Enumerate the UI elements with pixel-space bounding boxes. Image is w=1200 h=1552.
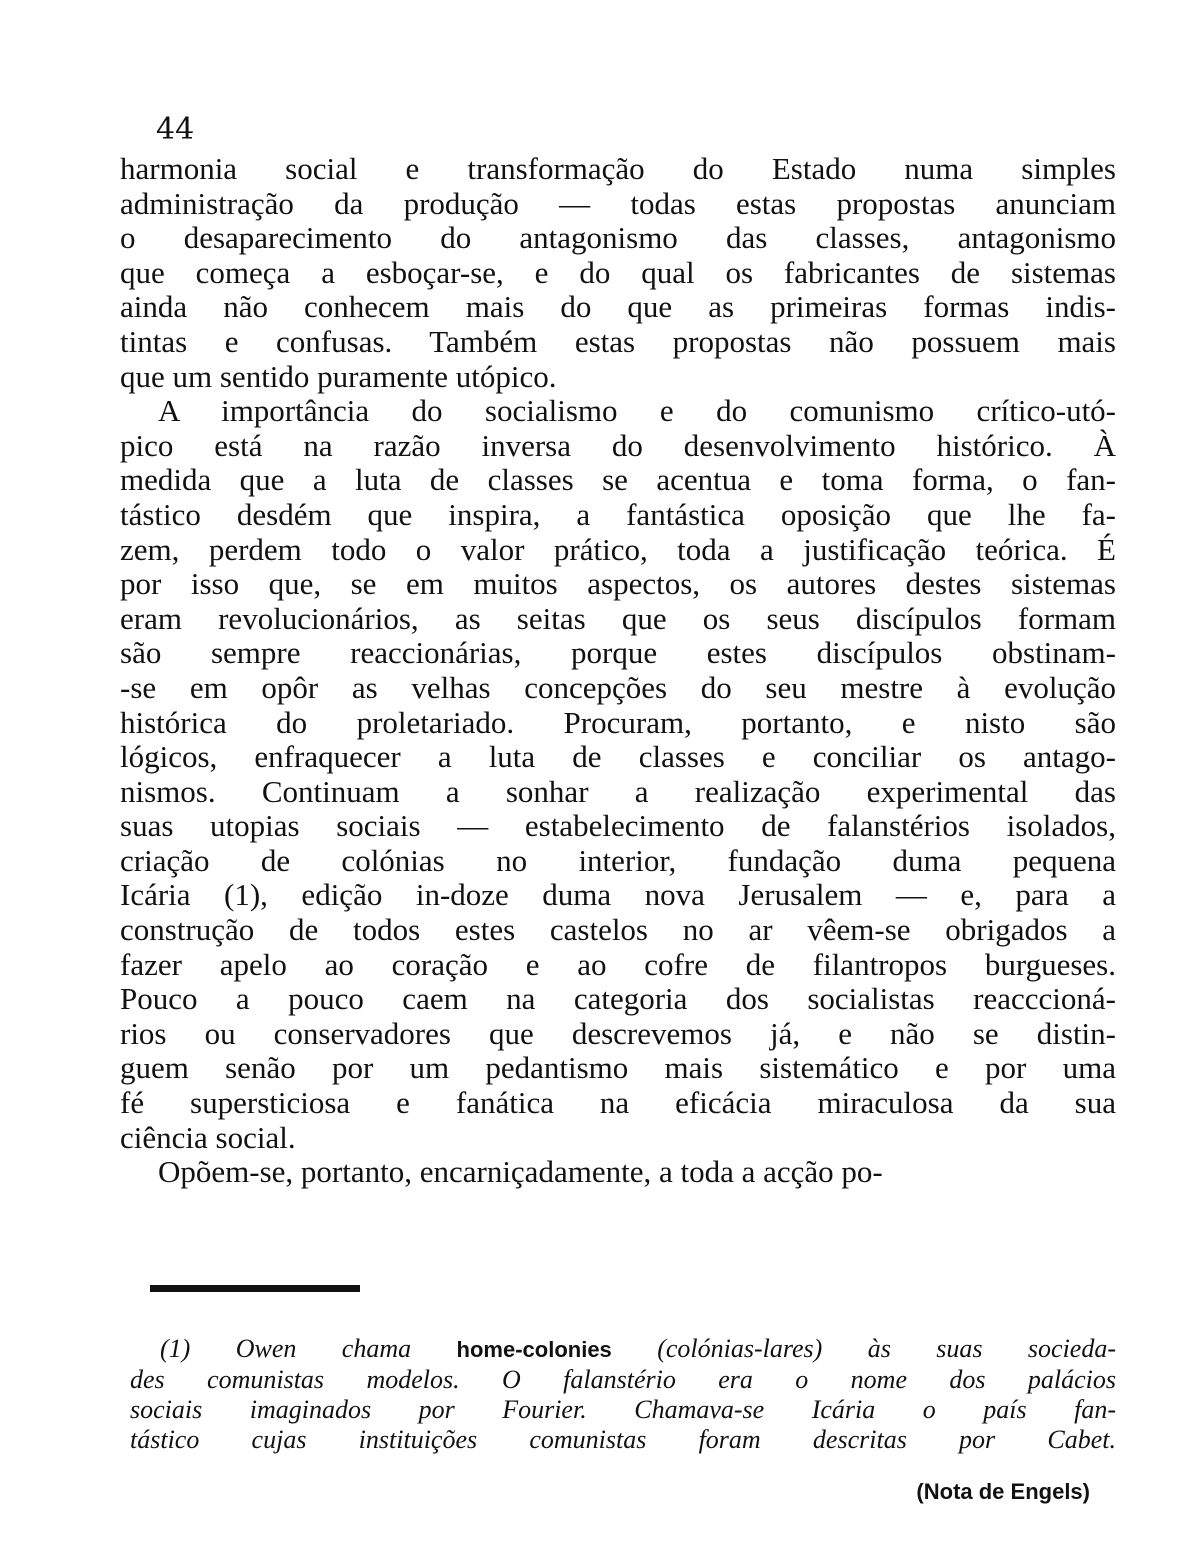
footnote-line: des comunistas modelos. O falanstério era o nome dos palácios (130, 1365, 1116, 1394)
text-line: fé supersticiosa e fanática na eficácia miraculosa da sua (120, 1085, 1116, 1121)
text-line: histórica do proletariado. Procuram, portanto, e nisto são (120, 704, 1116, 740)
text-line: ainda não conhecem mais do que as primeiras formas indis- (120, 289, 1116, 325)
footnote-text: (colónias-lares) às suas socieda- (657, 1334, 1117, 1363)
text-line: harmonia social e transformação do Estado numa simples (120, 151, 1116, 186)
page-number: 44 (156, 112, 195, 147)
paragraph-3 (120, 1155, 1116, 1190)
text-line: lógicos, enfraquecer a luta de classes e conciliar os antago- (120, 739, 1116, 775)
text-line: suas utopias sociais — estabelecimento de falanstérios isolados, (120, 808, 1116, 844)
text-line: A importância do socialismo e do comunismo crítico-utó- (158, 393, 1116, 429)
footnote-divider (150, 1285, 360, 1292)
text-line: nismos. Continuam a sonhar a realização experimental das (120, 773, 1116, 809)
text-line: tintas e confusas. Também estas propostas não possuem mais (120, 323, 1116, 359)
text-line: eram revolucionários, as seitas que os seus discípulos formam (120, 600, 1116, 636)
text-line: que começa a esboçar-se, e do qual os fabricantes de sistemas (120, 254, 1116, 290)
footnote-attribution: (Nota de Engels) (916, 1479, 1090, 1504)
text-line: guem senão por um pedantismo mais sistemático e por uma (120, 1050, 1116, 1086)
text-line: -se em opôr as velhas concepções do seu mestre à evolução (120, 669, 1116, 705)
footnote-text: (1) Owen chama (160, 1334, 412, 1363)
text-line: Icária (1), edição in-doze duma nova Jerusalem — e, para a (120, 877, 1116, 913)
text-line: pico está na razão inversa do desenvolvimento histórico. À (120, 427, 1116, 463)
text-line: são sempre reaccionárias, porque estes discípulos obstinam- (120, 635, 1116, 671)
text-line: fazer apelo ao coração e ao cofre de filantropos burgueses. (120, 946, 1116, 982)
footnote-line: sociais imaginados por Fourier. Chamava-se Icária o país fan- (130, 1395, 1116, 1424)
paragraph-1 (120, 152, 1116, 394)
text-line: Opõem-se, portanto, encarniçadamente, a toda a acção po- (158, 1154, 883, 1190)
text-line: que um sentido puramente utópico. (120, 358, 557, 394)
text-line: construção de todos estes castelos no ar vêem-se obrigados a (120, 912, 1116, 948)
text-line: por isso que, se em muitos aspectos, os autores destes sistemas (120, 566, 1116, 602)
text-line: tástico desdém que inspira, a fantástica oposição que lhe fa- (120, 496, 1116, 532)
text-line: zem, perdem todo o valor prático, toda a justificação teórica. É (120, 531, 1116, 567)
text-line: ciência social. (120, 1119, 296, 1155)
text-line: administração da produção — todas estas propostas anunciam (120, 185, 1116, 221)
text-line: medida que a luta de classes se acentua e toma forma, o fan- (120, 462, 1116, 498)
footnote-line: tástico cujas instituições comunistas foram descritas por Cabet. (130, 1425, 1116, 1454)
body-text (120, 152, 1116, 1190)
text-line: Pouco a pouco caem na categoria dos socialistas reacccioná- (120, 981, 1116, 1017)
footnote-term: home-colonies (456, 1337, 612, 1362)
footnote-line (120, 1334, 1116, 1365)
text-line: rios ou conservadores que descrevemos já, e não se distin- (120, 1015, 1116, 1051)
text-line: criação de colónias no interior, fundação duma pequena (120, 842, 1116, 878)
footnote (120, 1334, 1116, 1455)
paragraph-2 (120, 394, 1116, 1155)
text-line: o desaparecimento do antagonismo das classes, antagonismo (120, 220, 1116, 256)
